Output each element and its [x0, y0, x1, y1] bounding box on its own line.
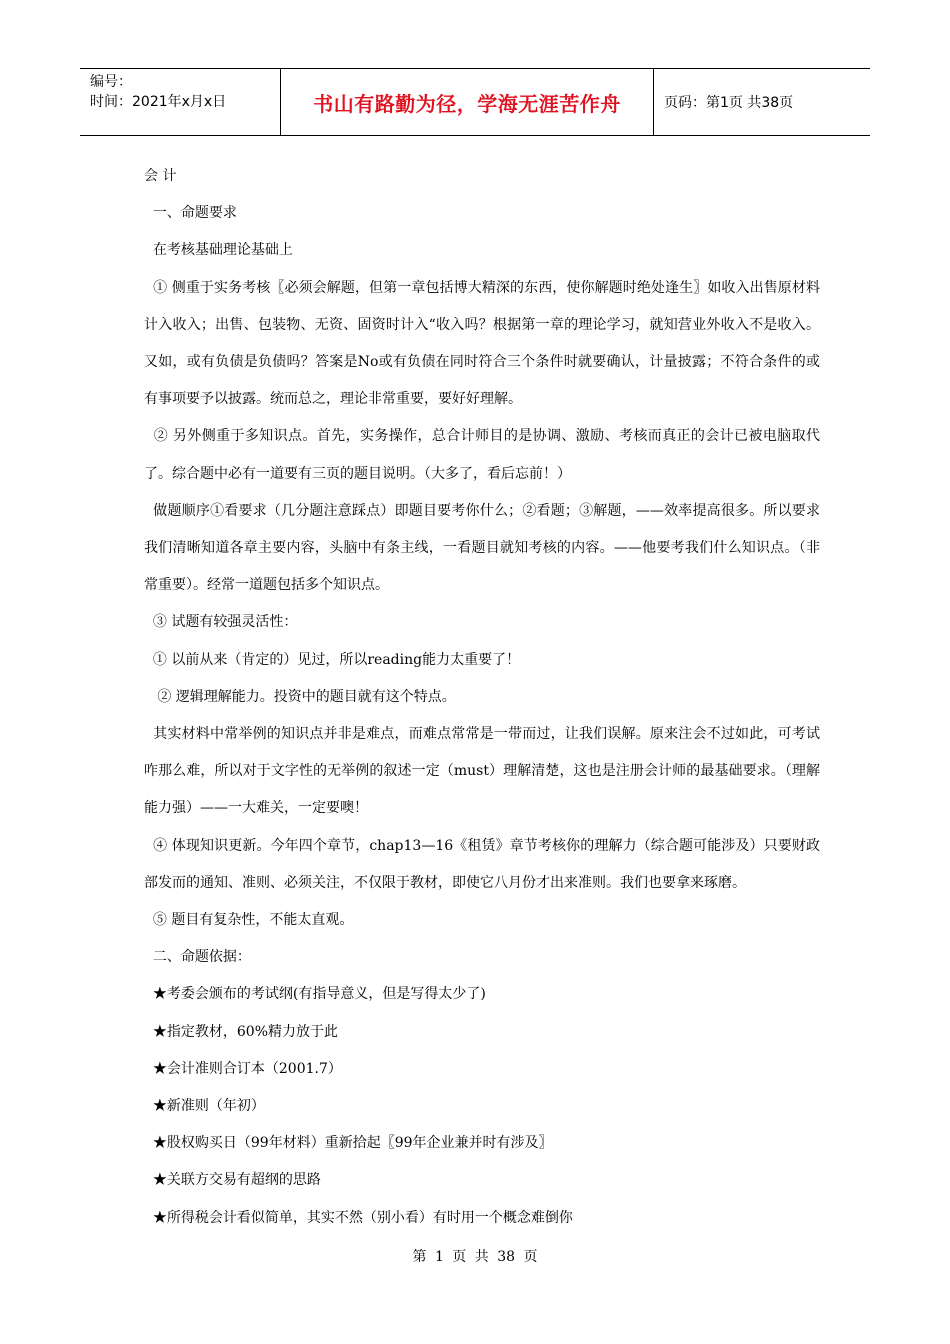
- paragraph: 在考核基础理论基础上: [144, 242, 293, 259]
- section-heading-requirements: 一、命题要求: [144, 205, 237, 222]
- paragraph: ⑤ 题目有复杂性，不能太直观。: [144, 912, 354, 929]
- list-item: ★会计准则合订本（2001.7）: [144, 1060, 342, 1077]
- paragraph: ② 另外侧重于多知识点。首先，实务操作，总合计师目的是协调、激励、考核而真正的会计已被电脑取代了。综合题中必有一道要有三页的题目说明。（大多了，看后忘前！）: [144, 428, 820, 482]
- paragraph: ④ 体现知识更新。今年四个章节，chap13—16《租赁》章节考核你的理解力（综合题可能涉及）只要财政部发而的通知、准则、必须关注，不仅限于教材，即使它八月份才出来准则。我们也要拿来琢磨。: [144, 837, 820, 891]
- paragraph: ② 逻辑理解能力。投资中的题目就有这个特点。: [144, 688, 456, 705]
- page-footer: 第 1 页 共 38 页: [412, 1249, 538, 1265]
- list-item: ★所得税会计看似简单，其实不然（别小看）有时用一个概念难倒你: [144, 1209, 573, 1226]
- document-body: [144, 158, 820, 1237]
- paragraph: ① 侧重于实务考核〖必须会解题，但第一章包括博大精深的东西，使你解题时绝处逢生〗如收入出售原材料计入收入；出售、包装物、无资、固资时计入“收入吗？根据第一章的理论学习，就知营业外收入不是收入。又如，或有负债是负债吗？答案是No或有负债在同时符合三个条件时就要确认，计量披露；不符合条件的或有事项要予以披露。统而总之，理论非常重要，要好好理解。: [144, 279, 820, 408]
- list-item: ★关联方交易有超纲的思路: [144, 1172, 321, 1189]
- list-item: ★考委会颁布的考试纲(有指导意义，但是写得太少了): [144, 986, 486, 1003]
- section-heading-basis: 二、命题依据：: [144, 949, 251, 966]
- header-meta-cell: [80, 69, 281, 135]
- paragraph: 做题顺序①看要求（几分题注意踩点）即题目要考你什么；②看题；③解题，——效率提高很多。所以要求我们清晰知道各章主要内容，头脑中有条主线，一看题目就知考核的内容。——他要考我们什么知识点。（非常重要）。经常一道题包括多个知识点。: [144, 502, 821, 594]
- list-item: ★新准则（年初）: [144, 1098, 265, 1115]
- header-page-info: 页码：第1页 共38页: [664, 95, 794, 111]
- document-title: 会 计: [144, 168, 177, 184]
- document-header: [80, 68, 870, 136]
- paragraph: ③ 试题有较强灵活性：: [144, 614, 298, 631]
- list-item: ★股权购买日（99年材料）重新拾起〖99年企业兼并时有涉及〗: [144, 1135, 553, 1152]
- paragraph: ① 以前从来（肯定的）见过，所以reading能力太重要了！: [144, 651, 521, 668]
- document-number-label: 编号：: [90, 74, 132, 90]
- list-item: ★指定教材，60%精力放于此: [144, 1023, 339, 1040]
- document-date-label: 时间：2021年x月x日: [90, 94, 227, 110]
- paragraph: 其实材料中常举例的知识点并非是难点，而难点常常是一带而过，让我们误解。原来注会不过如此，可考试咋那么难，所以对于文字性的无举例的叙述一定（must）理解清楚，这也是注册会计师的最基础要求。（理解能力强）——一大难关，一定要噢！: [144, 726, 820, 817]
- header-motto: 书山有路勤为径，学海无涯苦作舟: [281, 69, 654, 135]
